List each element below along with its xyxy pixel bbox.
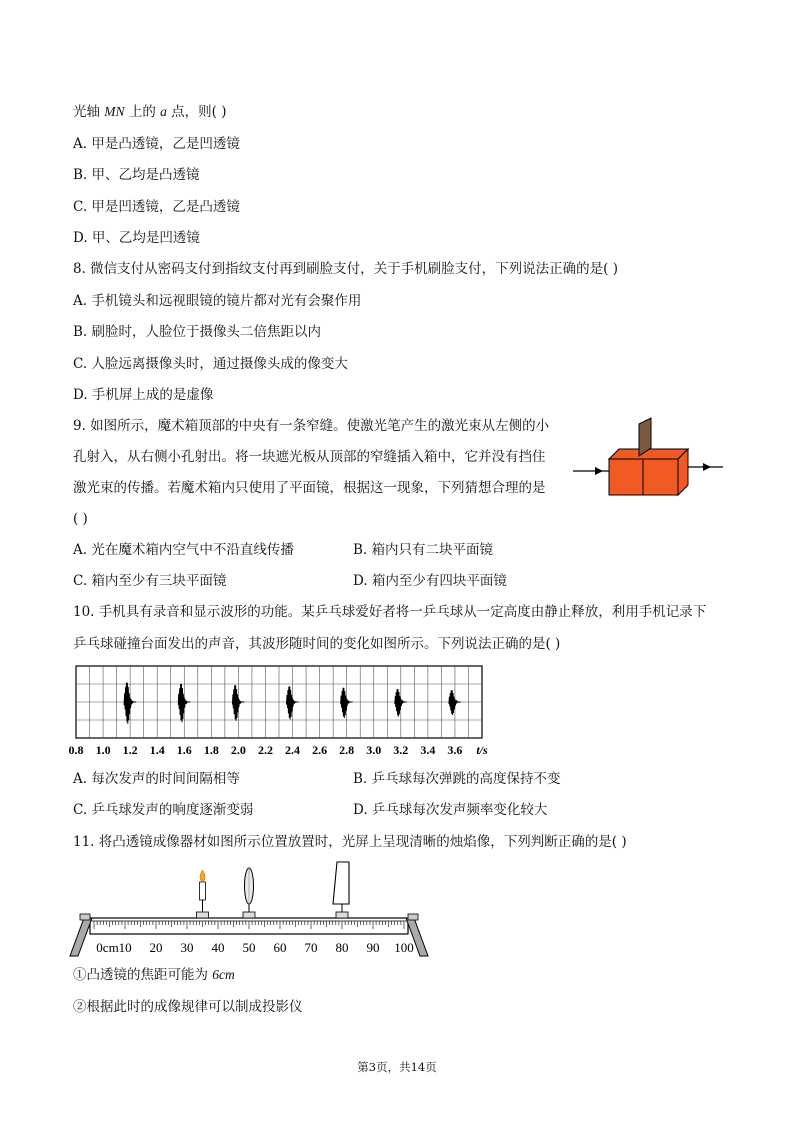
q9-stem-line-3: 激光束的传播。若魔术箱内只使用了平面镜，根据这一现象，下列猜想合理的是 [73,480,546,496]
axis-tick-label: 3.0 [366,743,382,757]
bench-scale-label: 70 [304,940,318,955]
q10-stem-line-2: 乒乓球碰撞台面发出的声音，其波形随时间的变化如图所示。下列说法正确的是( ) [73,636,561,652]
q7-option-a: A. 甲是凸透镜，乙是凹透镜 [73,136,240,152]
axis-tick-label: 1.4 [149,743,165,757]
q10-option-b: B. 乒乓球每次弹跳的高度保持不变 [353,771,561,787]
light-screen [333,862,349,904]
candle-body [200,882,206,900]
optical-bench-apparatus [197,862,350,918]
q11-statement-1 [73,966,235,984]
q8-option-c: C. 人脸远离摄像头时，通过摄像头成的像变大 [73,356,348,372]
axis-unit-label: t/s [476,743,488,757]
q7-intro: 光轴 MN 上的 a 点，则( ) [73,104,227,120]
q9-option-a: A. 光在魔术箱内空气中不沿直线传播 [73,542,294,558]
q11-stem: 11. 将凸透镜成像器材如图所示位置放置时，光屏上呈现清晰的烛焰像，下列判断正确的是( ) [73,834,627,850]
statement-1-text: 凸透镜的焦距可能为 [86,967,213,983]
box-top-face [609,449,688,459]
bench-scale-label: 30 [180,940,194,955]
waveform-figure [68,662,488,758]
statement-2-text: 根据此时的成像规律可以制成投影仪 [86,999,303,1015]
axis-tick-label: 1.8 [203,743,219,757]
bench-scale-label: 100 [394,940,414,955]
bench-scale-label: 40 [211,940,225,955]
q9-stem-line-2: 孔射入，从右侧小孔射出。将一块遮光板从顶部的窄缝插入箱中，它并没有挡住 [73,449,546,465]
q8-option-b: B. 刷脸时，人脸位于摄像头二倍焦距以内 [73,324,322,340]
magic-box-figure [573,412,733,502]
q11-statement-2 [73,998,303,1016]
waveform-grid [76,666,482,738]
q10-option-c: C. 乒乓球发声的响度逐渐变弱 [73,802,254,818]
axis-tick-label: 3.2 [393,743,409,757]
optical-bench-figure [72,862,442,962]
q9-option-d: D. 箱内至少有四块平面镜 [353,573,507,589]
bench-end-cap-left [80,914,90,920]
laser-in-arrow [595,467,603,475]
bench-scale-label: 0cm10 [96,940,132,955]
bench-scale-label: 90 [366,940,380,955]
screen-holder [336,912,348,918]
axis-tick-label: 1.6 [176,743,192,757]
q7-option-d: D. 甲、乙均是凹透镜 [73,230,200,246]
bench-leg-left [70,918,92,956]
statement-2-mark: ② [73,999,87,1015]
lens-holder [243,912,255,918]
axis-tick-label: 2.0 [230,743,246,757]
q9-option-c: C. 箱内至少有三块平面镜 [73,573,227,589]
q9-stem-line-1: 9. 如图所示，魔术箱顶部的中央有一条窄缝。使激光笔产生的激光束从左侧的小 [73,418,550,434]
q10-option-a: A. 每次发声的时间间隔相等 [73,771,240,787]
statement-1-mark: ① [73,967,87,983]
axis-tick-label: 3.6 [447,743,463,757]
bench-scale-label: 80 [335,940,349,955]
q10-option-d: D. 乒乓球每次发声频率变化较大 [353,802,548,818]
laser-out-arrow [703,463,711,471]
axis-tick-label: 2.6 [312,743,328,757]
q9-stem-line-4: ( ) [73,511,88,527]
bench-end-cap-right [408,914,418,920]
q8-option-d: D. 手机屏上成的是虚像 [73,387,214,403]
axis-tick-label: 3.4 [420,743,436,757]
q10-stem-line-1: 10. 手机具有录音和显示波形的功能。某乒乓球爱好者将一乒乓球从一定高度由静止释放，利用手机记录下 [73,604,707,620]
axis-tick-label: 2.8 [339,743,355,757]
q7-option-c: C. 甲是凹透镜，乙是凸透镜 [73,199,240,215]
bench-scale-label: 20 [149,940,163,955]
q8-option-a: A. 手机镜头和远视眼镜的镜片都对光有会聚作用 [73,293,362,309]
candle-flame [200,870,205,882]
axis-tick-label: 1.0 [95,743,111,757]
statement-1-value: 6cm [212,967,235,982]
q7-option-b: B. 甲、乙均是凸透镜 [73,167,200,183]
bench-scale-label: 60 [273,940,287,955]
axis-tick-label: 2.2 [257,743,273,757]
q9-option-b: B. 箱内只有二块平面镜 [353,542,494,558]
waveform-axis-ticks [69,743,488,757]
axis-tick-label: 2.4 [285,743,301,757]
axis-tick-label: 1.2 [122,743,138,757]
candle-holder [197,912,209,918]
q8-stem: 8. 微信支付从密码支付到指纹支付再到刷脸支付，关于手机刷脸支付，下列说法正确的是( ) [73,261,618,277]
bench-scale-label: 50 [242,940,256,955]
axis-tick-label: 0.8 [68,743,84,757]
page-footer: 第3页，共14页 [357,1060,437,1074]
